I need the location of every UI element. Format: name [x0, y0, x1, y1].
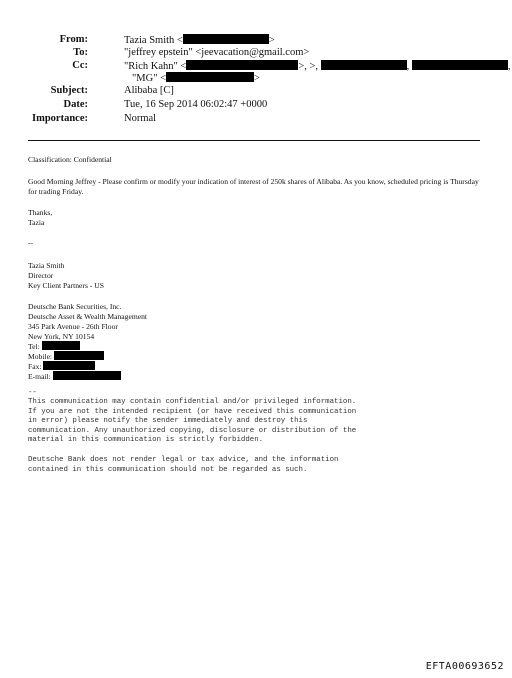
thanks-line: Thanks,	[28, 208, 53, 217]
sender-short: Tazia	[28, 218, 45, 227]
subject-label: Subject:	[50, 85, 88, 96]
redaction-box	[43, 361, 95, 370]
date-label: Date:	[63, 99, 88, 110]
message-body: Good Morning Jeffrey - Please confirm or modify your indication of interest of 250k shares of Alibaba. As you know, scheduled pricing is Thursday for trading Friday.	[28, 177, 479, 196]
redaction-box	[54, 351, 104, 360]
signature-address-2: New York, NY 10154	[28, 332, 95, 341]
redaction-box	[412, 60, 508, 70]
signature-separator: --	[28, 238, 34, 247]
importance-label: Importance:	[32, 113, 88, 124]
cc-label: Cc:	[72, 60, 88, 71]
signature-division: Deutsche Asset & Wealth Management	[28, 312, 148, 321]
importance-value: Normal	[124, 113, 157, 124]
redaction-box	[166, 72, 254, 82]
signature-title: Director	[28, 271, 54, 280]
to-label: To:	[73, 47, 88, 58]
cc-value-line2: "MG" < >	[132, 73, 260, 84]
from-value: Tazia Smith < >	[124, 35, 275, 46]
date-value: Tue, 16 Sep 2014 06:02:47 +0000	[124, 99, 268, 110]
disclaimer-separator: --	[28, 389, 37, 397]
redaction-box	[321, 60, 407, 70]
subject-value: Alibaba [C]	[124, 85, 174, 96]
redaction-box	[183, 34, 269, 44]
redaction-box	[186, 60, 298, 70]
header-divider	[28, 140, 480, 141]
document-id: EFTA00693652	[425, 661, 504, 672]
redaction-box	[53, 371, 121, 380]
signature-company: Deutsche Bank Securities, Inc.	[28, 302, 122, 311]
signature-team: Key Client Partners - US	[28, 281, 104, 290]
disclaimer-paragraph-2: Deutsche Bank does not render legal or tax advice, and the information contained in this communication should not be regarded as such.	[28, 456, 339, 474]
signature-fax-row: Fax:	[28, 361, 95, 372]
disclaimer-paragraph-1: This communication may contain confidential and/or privileged information. If you are not the intended recipient (or have received this communication in error) please notify the sender immediately and destroy this communication. Any unauthorized copying, disclosure or distribution of the material in this communication is strictly forbidden.	[28, 398, 357, 445]
signature-email-row: E-mail:	[28, 371, 121, 382]
signature-tel-row: Tel:	[28, 341, 80, 352]
signature-address-1: 345 Park Avenue - 26th Floor	[28, 322, 118, 331]
from-label: From:	[59, 34, 88, 45]
redaction-box	[42, 341, 80, 350]
signature-mobile-row: Mobile:	[28, 351, 104, 362]
cc-value: "Rich Kahn" < >, >, , ,	[124, 61, 511, 72]
classification-line: Classification: Confidential	[28, 155, 112, 164]
signature-name: Tazia Smith	[28, 261, 65, 270]
to-value: "jeffrey epstein" <jeevacation@gmail.com>	[124, 47, 310, 58]
